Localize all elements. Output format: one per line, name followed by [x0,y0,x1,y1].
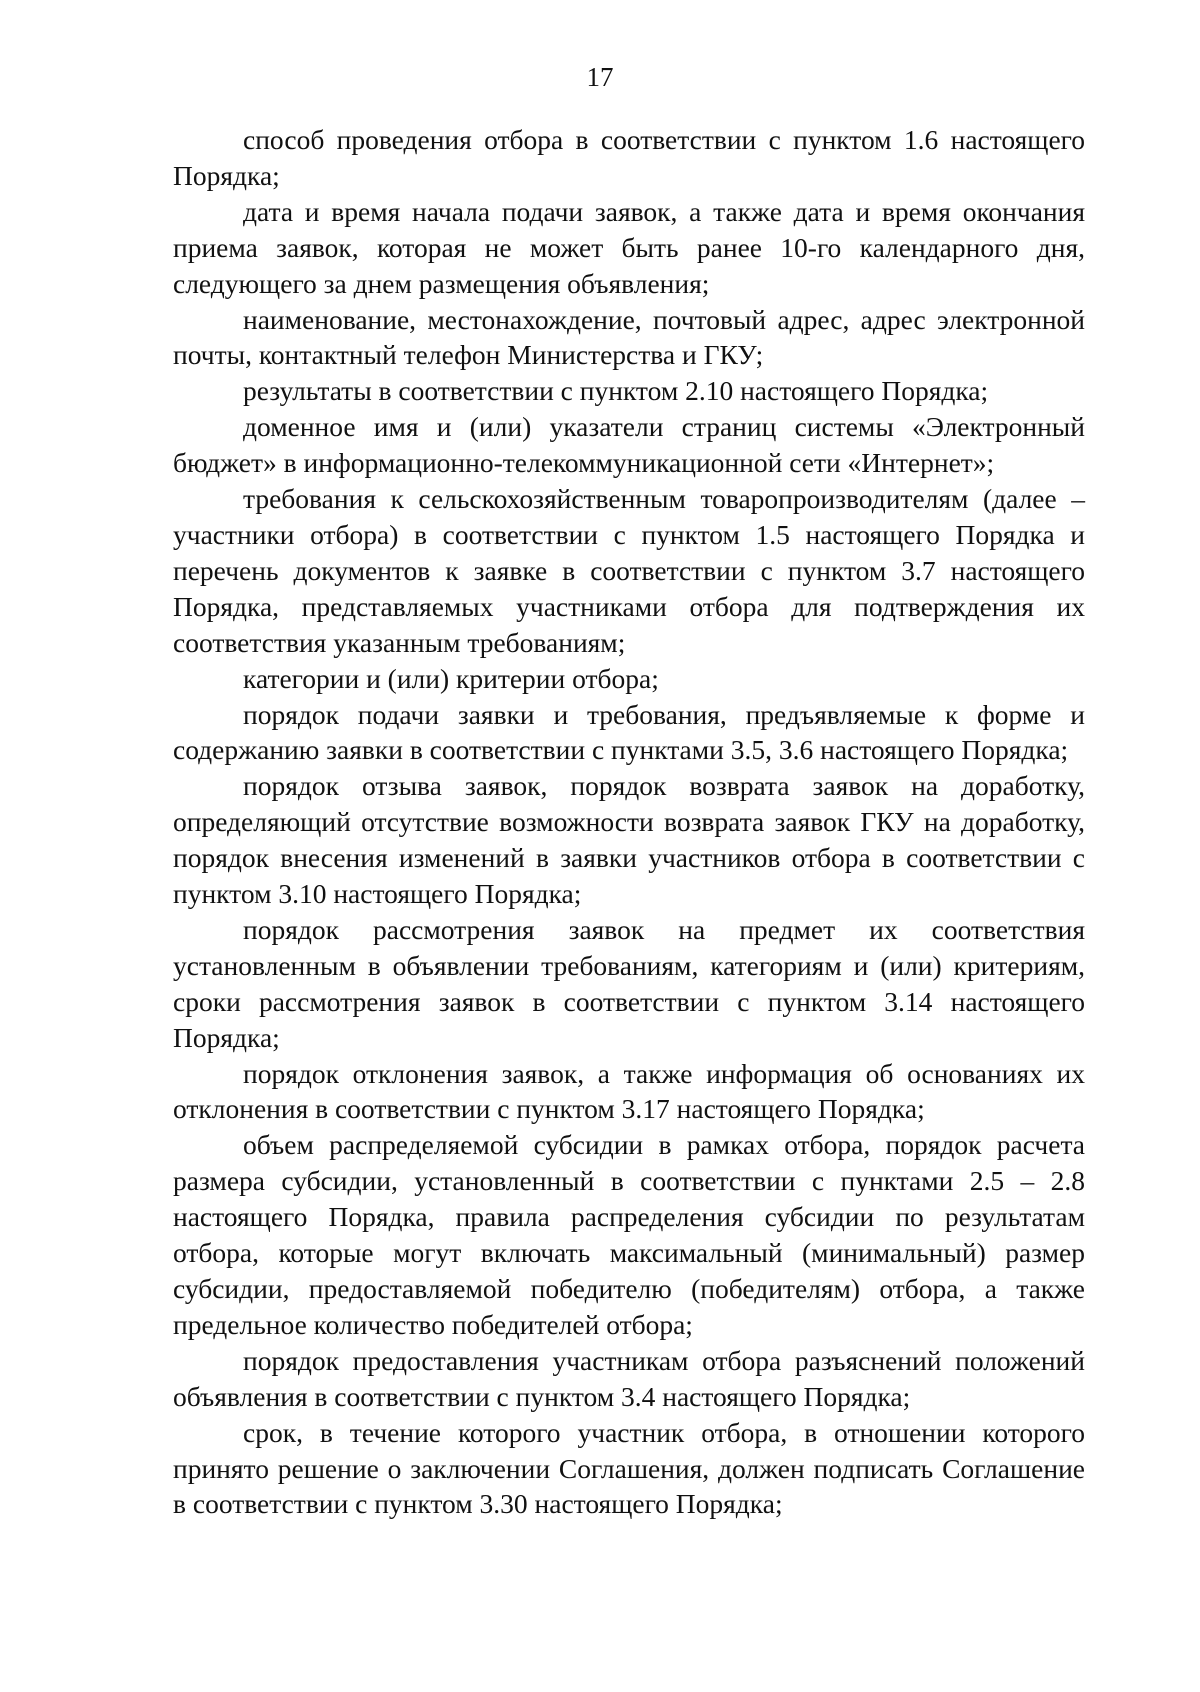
paragraph-8: порядок подачи заявки и требования, предъявляемые к форме и содержанию заявки в соответствии с пунктами 3.5, 3.6 настоящего Порядка; [173,698,1085,766]
paragraph-5: доменное имя и (или) указатели страниц системы «Электронный бюджет» в информационно-телекоммуникационной сети «Интернет»; [173,411,1085,479]
paragraph-3: наименование, местонахождение, почтовый адрес, адрес электронной почты, контактный телефон Министерства и ГКУ; [173,303,1085,371]
paragraph-12: объем распределяемой субсидии в рамках отбора, порядок расчета размера субсидии, установленный в соответствии с пунктами 2.5 – 2.8 настоящего Порядка, правила распределения субсидии по результатам отбора, которые могут включать максимальный (минимальный) размер субсидии, предоставляемой победителю (победителям) отбора, а также предельное количество победителей отбора; [173,1129,1085,1340]
paragraph-2: дата и время начала подачи заявок, а также дата и время окончания приема заявок, которая не может быть ранее 10-го календарного дня, следующего за днем размещения объявления; [173,195,1085,299]
paragraph-1: способ проведения отбора в соответствии с пунктом 1.6 настоящего Порядка; [173,124,1085,191]
paragraph-7: категории и (или) критерии отбора; [243,662,659,694]
paragraph-4: результаты в соответствии с пунктом 2.10 настоящего Порядка; [243,375,989,407]
paragraph-9: порядок отзыва заявок, порядок возврата заявок на доработку, определяющий отсутствие возможности возврата заявок ГКУ на доработку, порядок внесения изменений в заявки участников отбора в соответствии с пунктом 3.10 настоящего Порядка; [173,770,1085,910]
paragraph-10: порядок рассмотрения заявок на предмет их соответствия установленным в объявлении требованиям, категориям и (или) критериям, сроки рассмотрения заявок в соответствии с пунктом 3.14 настоящего Порядка; [173,913,1085,1053]
paragraph-11: порядок отклонения заявок, а также информация об основаниях их отклонения в соответствии с пунктом 3.17 настоящего Порядка; [173,1057,1085,1125]
paragraph-14: срок, в течение которого участник отбора, в отношении которого принято решение о заключении Соглашения, должен подписать Соглашение в соответствии с пунктом 3.30 настоящего Порядка; [173,1416,1085,1520]
document-body [173,122,1085,1522]
paragraph-6: требования к сельскохозяйственным товаропроизводителям (далее – участники отбора) в соответствии с пунктом 1.5 настоящего Порядка и перечень документов к заявке в соответствии с пунктом 3.7 настоящего Порядка, представляемых участниками отбора для подтверждения их соответствия указанным требованиям; [173,483,1085,658]
paragraph-13: порядок предоставления участникам отбора разъяснений положений объявления в соответствии с пунктом 3.4 настоящего Порядка; [173,1344,1085,1412]
page-number: 17 [586,62,614,92]
